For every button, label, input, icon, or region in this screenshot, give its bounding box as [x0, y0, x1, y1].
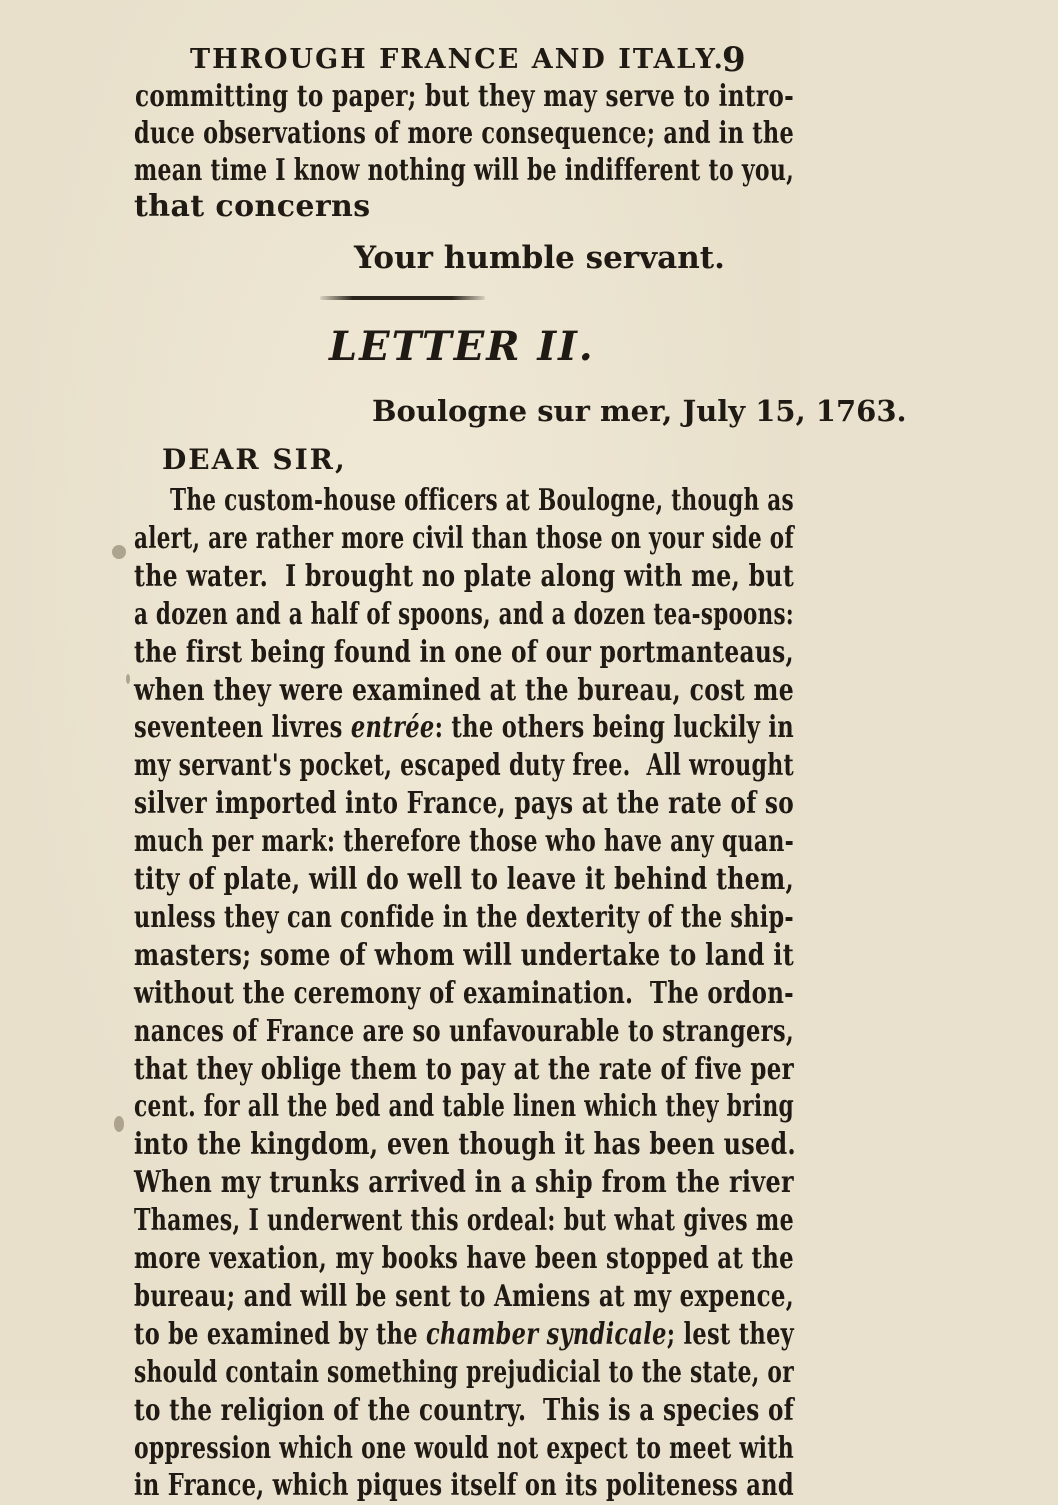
section-divider — [320, 296, 485, 300]
text-line — [134, 1392, 990, 1430]
line-text: a dozen and a half of spoons, and a dozen tea-spoons: — [134, 597, 795, 632]
line-text: Thames, I underwent this ordeal: but what gives me — [134, 1203, 794, 1238]
text-line — [134, 785, 988, 823]
page-number: 9 — [722, 40, 746, 80]
line-text: alert, are rather more civil than those on your side of — [134, 521, 795, 556]
line-text: that they oblige them to pay at the rate of five per — [134, 1052, 794, 1087]
line-text: committing to paper; but they may serve to intro- — [135, 79, 794, 114]
line-text: mean time I know nothing will be indifferent to you, — [134, 153, 795, 188]
line-text: cent. for all the bed and table linen which they bring — [134, 1089, 795, 1124]
line-text: in France, which piques itself on its politeness and — [134, 1468, 794, 1503]
text-line — [134, 672, 975, 710]
text-line — [134, 634, 984, 672]
ink-spot — [114, 1116, 124, 1132]
text-line — [134, 152, 1036, 190]
text-line — [134, 1316, 1014, 1354]
letter-heading: LETTER II. — [329, 323, 595, 370]
text-line — [134, 115, 1018, 153]
text-line — [134, 937, 967, 975]
text-line — [134, 1126, 968, 1164]
text-line — [170, 482, 1038, 520]
line-text: duce observations of more consequence; and in the — [134, 116, 795, 151]
italic-phrase: chamber syndicale — [426, 1317, 667, 1352]
line-text: to the religion of the country. This is a species of — [134, 1393, 795, 1428]
text-line — [134, 899, 1022, 937]
line-text: masters; some of whom will undertake to land it — [134, 938, 794, 973]
text-line — [134, 596, 1058, 634]
text-line — [135, 78, 989, 116]
text-line — [134, 1013, 1011, 1051]
text-line — [134, 975, 998, 1013]
line-text: to be examined by the chamber syndicale; lest they — [134, 1317, 795, 1352]
line-text: tity of plate, will do well to leave it behind them, — [134, 862, 795, 897]
line-text: When my trunks arrived in a ship from the river — [134, 1165, 794, 1200]
text-line — [134, 823, 1035, 861]
line-text: much per mark: therefore those who have any quan- — [134, 824, 795, 859]
text-line — [134, 1278, 999, 1316]
salutation: DEAR SIR, — [162, 443, 347, 476]
line-text: my servant's pocket, escaped duty free. All wrought — [134, 748, 794, 783]
line-text: seventeen livres entrée: the others being luckily in — [134, 710, 795, 745]
line-text: the water. I brought no plate along with me, but — [134, 559, 795, 594]
text-line — [134, 1354, 1045, 1392]
line-text: should contain something prejudicial to the state, or — [134, 1355, 794, 1390]
running-title: THROUGH FRANCE AND ITALY. — [190, 44, 725, 75]
ink-spot — [112, 545, 126, 559]
text-line — [134, 558, 975, 596]
ink-spot — [126, 674, 130, 684]
italic-phrase: entrée — [350, 710, 435, 745]
dateline: Boulogne sur mer, July 15, 1763. — [372, 394, 907, 428]
text-line — [134, 1051, 999, 1089]
line-text: that concerns — [134, 189, 371, 224]
text-line — [134, 1240, 1002, 1278]
text-line — [134, 1088, 1045, 1126]
text-line — [134, 861, 971, 899]
text-line — [134, 709, 1010, 747]
line-text: oppression which one would not expect to meet with — [134, 1431, 794, 1466]
line-text: nances of France are so unfavourable to strangers, — [134, 1014, 795, 1049]
text-line — [134, 747, 1034, 785]
line-text: silver imported into France, pays at the rate of so — [134, 786, 795, 821]
line-text: the first being found in one of our portmanteaus, — [134, 635, 794, 670]
signature: Your humble servant. — [354, 240, 725, 276]
line-text: into the kingdom, even though it has been used. — [134, 1127, 797, 1162]
text-line — [134, 520, 1054, 558]
text-line — [134, 1430, 1037, 1468]
text-line — [134, 1164, 962, 1202]
line-text: unless they can confide in the dexterity of the ship- — [134, 900, 794, 935]
line-text: when they were examined at the bureau, cost me — [134, 673, 795, 708]
text-line — [134, 1202, 1029, 1240]
text-line — [134, 188, 371, 226]
line-text: without the ceremony of examination. The ordon- — [134, 976, 794, 1011]
line-text: bureau; and will be sent to Amiens at my expence, — [134, 1279, 794, 1314]
line-text: more vexation, my books have been stopped at the — [134, 1241, 794, 1276]
line-text: The custom-house officers at Boulogne, though as — [170, 483, 794, 518]
text-line — [134, 1467, 1011, 1505]
